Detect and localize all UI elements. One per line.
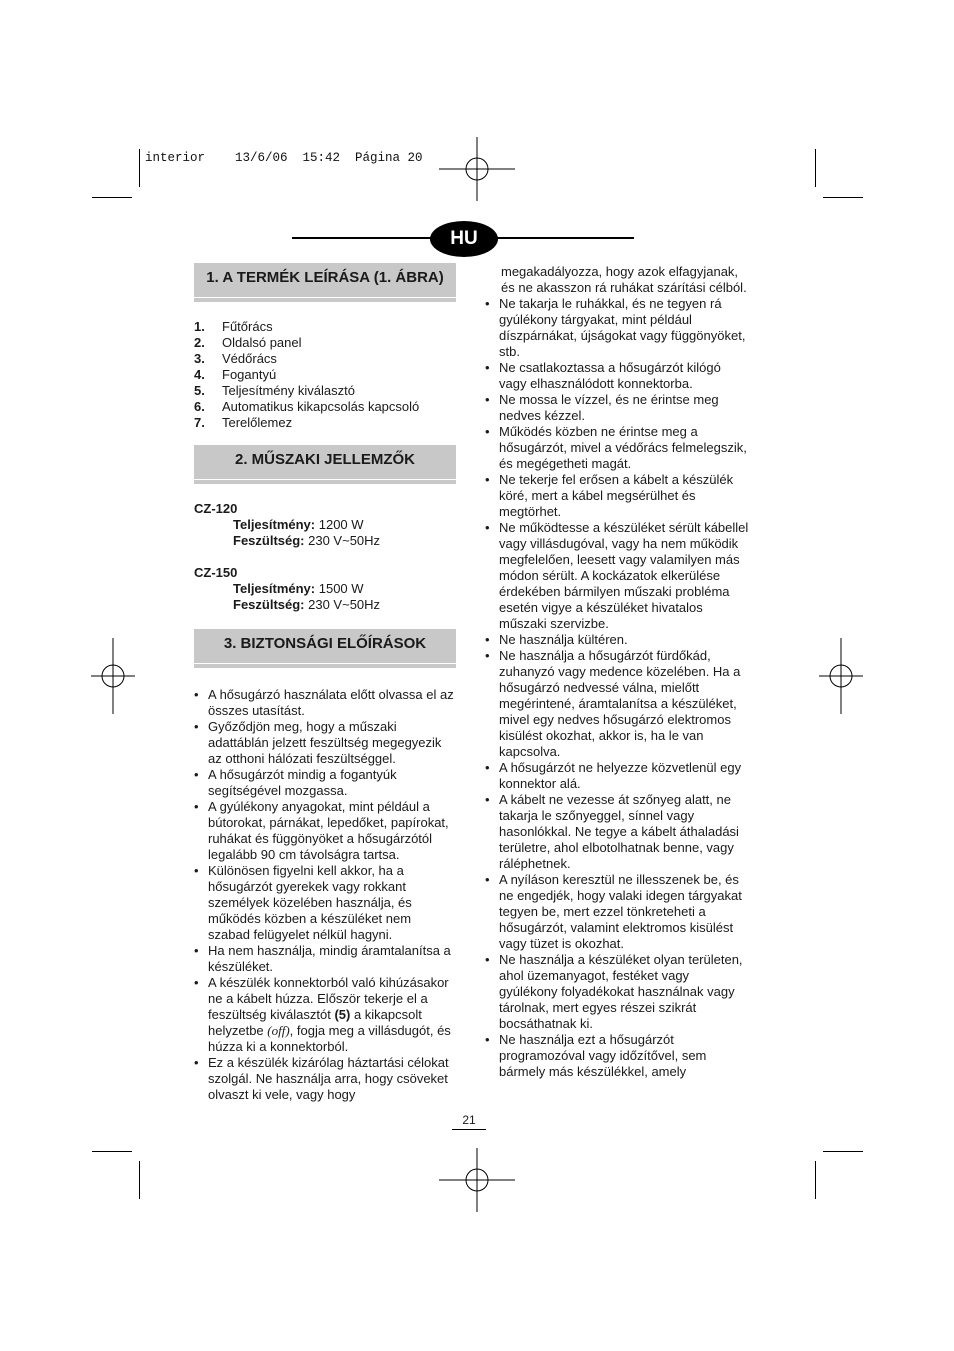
list-item: • A hősugárzót ne helyezze közvetlenül egy konnektor alá. [485,760,750,792]
header-rule-right [492,237,634,239]
list-item: • Ne takarja le ruhákkal, és ne tegyen rá gyúlékony tárgyakat, mint például díszpárnákat, újságokat vagy függönyöket, stb. [485,296,750,360]
crop-mark [139,149,140,187]
crop-mark [823,197,863,198]
crop-mark [815,149,816,187]
language-badge: HU [430,221,498,257]
list-item: • A hősugárzó használata előtt olvassa el az összes utasítást. [194,687,456,719]
item-number: 1. [194,319,205,334]
section-heading-safety: 3. BIZTONSÁGI ELŐÍRÁSOK [194,629,456,663]
item-number: 2. [194,335,205,350]
list-item: • Ha nem használja, mindig áramtalanítsa a készüléket. [194,943,456,975]
registration-crosshair-icon [437,129,517,209]
section-heading-specs: 2. MŰSZAKI JELLEMZŐK [194,445,456,479]
item-label: Teljesítmény kiválasztó [222,383,355,398]
item-number: 5. [194,383,205,398]
item-label: Fogantyú [222,367,277,382]
list-item [194,383,456,399]
item-label: Védőrács [222,351,277,366]
list-item: • Ne használja ezt a hősugárzót programozóval vagy időzítővel, sem bármely más készülékkel, amely [485,1032,750,1080]
item-label: Automatikus kikapcsolás kapcsoló [222,399,420,414]
item-label: Oldalsó panel [222,335,302,350]
right-column [485,264,750,1080]
list-item: • A nyíláson keresztül ne illesszenek be, és ne engedjék, hogy valaki idegen tárgyakat tegyen be, mert ezzel tönkreteheti a hősugárzót, valamint elektromos kisülést vagy tüzet is okozhat. [485,872,750,952]
spec-power: Teljesítmény: 1500 W [233,581,364,596]
list-item: • Győződjön meg, hogy a műszaki adattáblán jelzett feszültség megegyezik az otthoni hálózati feszültséggel. [194,719,456,767]
spec-block [194,501,456,549]
list-item: • Ne csatlakoztassa a hősugárzót kilógó vagy elhasználódott konnektorba. [485,360,750,392]
spec-voltage: Feszültség: 230 V~50Hz [233,533,381,548]
list-item [194,415,456,431]
registration-crosshair-icon [437,1140,517,1220]
list-item: • A hősugárzót mindig a fogantyúk segítségével mozgassa. [194,767,456,799]
spec-power: Teljesítmény: 1200 W [233,517,364,532]
list-item: • Működés közben ne érintse meg a hősugárzót, mivel a védőrács felmelegszik, és megégetheti magát. [485,424,750,472]
list-item: • Ne használja kültéren. [485,632,750,648]
list-item [194,367,456,383]
crop-mark [815,1161,816,1199]
list-item: • Ez a készülék kizárólag háztartási célokat szolgál. Ne használja arra, hogy csöveket olvaszt ki vele, vagy hogy [194,1055,456,1103]
item-number: 3. [194,351,205,366]
item-label: Fűtőrács [222,319,273,334]
item-label: Terelőlemez [222,415,293,430]
spec-block [194,565,456,613]
list-item [194,319,456,335]
continuation-text: megakadályozza, hogy azok elfagyjanak, és ne akasszon rá ruhákat szárítási célból. [501,264,747,295]
list-item [194,399,456,415]
list-item [194,351,456,367]
page-number: 21 [452,1113,486,1130]
item-number: 6. [194,399,205,414]
left-column [194,263,456,1103]
model-name: CZ-150 [194,565,238,580]
safety-list-left [194,687,456,1103]
list-item: • Ne működtesse a készüléket sérült kábellel vagy villásdugóval, vagy ha nem működik megfelelően, leesett vagy valamilyen más módon sérült. A kockázatok elkerülése érdekében bármilyen műszaki probléma esetén vigye a készüléket hivatalos műszaki szervizbe. [485,520,750,632]
item-number: 4. [194,367,205,382]
registration-crosshair-icon [801,636,881,716]
list-item: • A készülék konnektorból való kihúzásakor ne a kábelt húzza. Először tekerje el a feszültség kiválasztót (5) a kikapcsolt helyzetbe (off), fogja meg a villásdugót, és húzza ki a konnektorból. [194,975,456,1055]
crop-mark [139,1161,140,1199]
list-item [194,335,456,351]
list-item: • Különösen figyelni kell akkor, ha a hősugárzót gyerekek vagy rokkant személyek közelében használja, és működés közben a készüléket nem szabad felügyelet nélkül hagyni. [194,863,456,943]
list-item: • Ne tekerje fel erősen a kábelt a készülék köré, mert a kábel megsérülhet és megtörhet. [485,472,750,520]
list-item: • Ne mossa le vízzel, és ne érintse meg nedves kézzel. [485,392,750,424]
crop-mark [823,1151,863,1152]
spec-voltage: Feszültség: 230 V~50Hz [233,597,381,612]
registration-crosshair-icon [73,636,153,716]
item-number: 7. [194,415,205,430]
header-rule-left [292,237,437,239]
list-item: • A kábelt ne vezesse át szőnyeg alatt, ne takarja le szőnyeggel, sínnel vagy hasonlókkal. Ne tegye a kábelt áthaladási területre, ahol elbotolhatnak benne, vagy ráléphetnek. [485,792,750,872]
list-item: • Ne használja a hősugárzót fürdőkád, zuhanyzó vagy medence közelében. Ha a hősugárzó nedvessé válna, mielőtt megérintené, áramtalanítsa a készüléket, mivel egy nedves hősugárzó elektromos kisülést okozhat, akkor is, ha le van kapcsolva. [485,648,750,760]
print-slug: interior 13/6/06 15:42 Página 20 [145,151,423,165]
crop-mark [92,197,132,198]
list-item: • Ne használja a készüléket olyan területen, ahol üzemanyagot, festéket vagy gyúlékony folyadékokat használnak vagy tárolnak, mert egyes részei szikrát bocsáthatnak ki. [485,952,750,1032]
list-item: • A gyúlékony anyagokat, mint például a bútorokat, párnákat, lepedőket, papírokat, ruhákat és függönyöket a hősugárzótól legalább 90 cm távolságra tartsa. [194,799,456,863]
safety-list-right [485,296,750,1080]
section-heading-description: 1. A TERMÉK LEÍRÁSA (1. ÁBRA) [194,263,456,297]
model-name: CZ-120 [194,501,238,516]
crop-mark [92,1151,132,1152]
parts-list [194,319,456,431]
